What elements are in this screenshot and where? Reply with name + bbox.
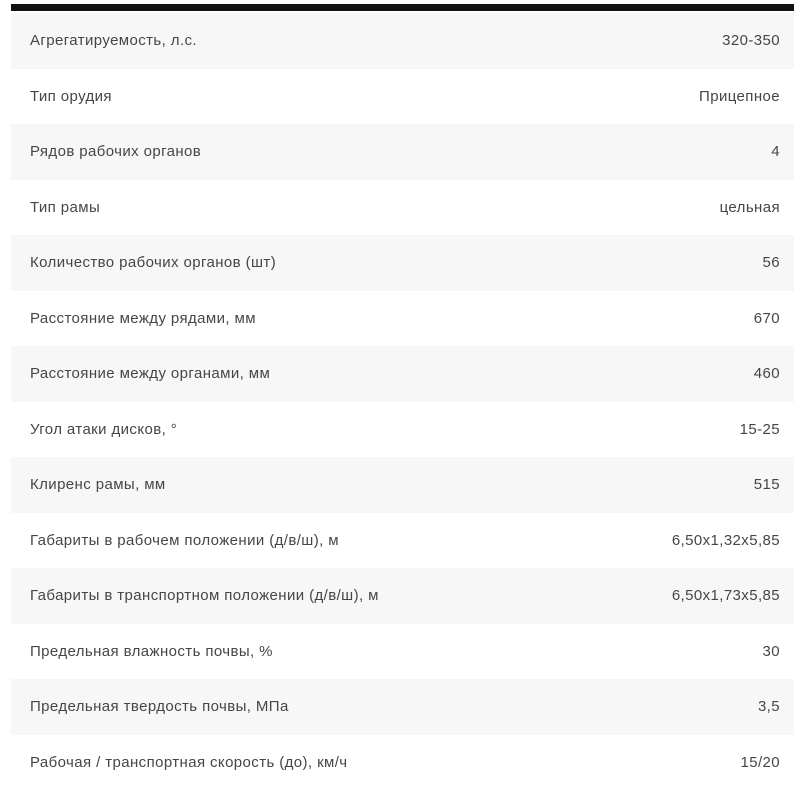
spec-label: Тип орудия xyxy=(30,87,112,105)
table-row xyxy=(11,235,794,291)
spec-label: Угол атаки дисков, ° xyxy=(30,420,178,438)
spec-value: 460 xyxy=(753,365,780,383)
spec-value: 515 xyxy=(753,476,780,494)
table-row xyxy=(11,402,794,458)
table-header-bar xyxy=(11,4,794,11)
spec-value: 320-350 xyxy=(722,32,780,50)
table-row xyxy=(11,69,794,125)
spec-label: Расстояние между органами, мм xyxy=(30,365,271,383)
spec-label: Расстояние между рядами, мм xyxy=(30,309,256,327)
table-row xyxy=(11,457,794,513)
spec-value: 4 xyxy=(771,143,780,161)
table-row xyxy=(11,735,794,791)
spec-label: Габариты в транспортном положении (д/в/ш), м xyxy=(30,587,379,605)
spec-label: Клиренс рамы, мм xyxy=(30,476,166,494)
spec-label: Рабочая / транспортная скорость (до), км/ч xyxy=(30,753,348,771)
table-row xyxy=(11,568,794,624)
spec-label: Габариты в рабочем положении (д/в/ш), м xyxy=(30,531,339,549)
spec-value: цельная xyxy=(719,198,780,216)
table-row xyxy=(11,180,794,236)
spec-value: Прицепное xyxy=(699,87,780,105)
table-row xyxy=(11,346,794,402)
spec-value: 15-25 xyxy=(739,420,780,438)
spec-value: 670 xyxy=(753,309,780,327)
spec-value: 56 xyxy=(762,254,780,272)
spec-value: 3,5 xyxy=(757,698,780,716)
table-row xyxy=(11,124,794,180)
spec-label: Количество рабочих органов (шт) xyxy=(30,254,277,272)
spec-label: Тип рамы xyxy=(30,198,101,216)
specifications-table xyxy=(0,13,805,790)
spec-value: 30 xyxy=(762,642,780,660)
spec-label: Предельная твердость почвы, МПа xyxy=(30,698,289,716)
table-row xyxy=(11,291,794,347)
spec-value: 6,50х1,32х5,85 xyxy=(671,531,780,549)
table-row xyxy=(11,679,794,735)
table-row xyxy=(11,13,794,69)
spec-label: Рядов рабочих органов xyxy=(30,143,202,161)
spec-label: Агрегатируемость, л.с. xyxy=(30,32,197,50)
spec-label: Предельная влажность почвы, % xyxy=(30,642,273,660)
table-row xyxy=(11,624,794,680)
spec-value: 6,50х1,73х5,85 xyxy=(671,587,780,605)
spec-value: 15/20 xyxy=(740,753,780,771)
table-row xyxy=(11,513,794,569)
